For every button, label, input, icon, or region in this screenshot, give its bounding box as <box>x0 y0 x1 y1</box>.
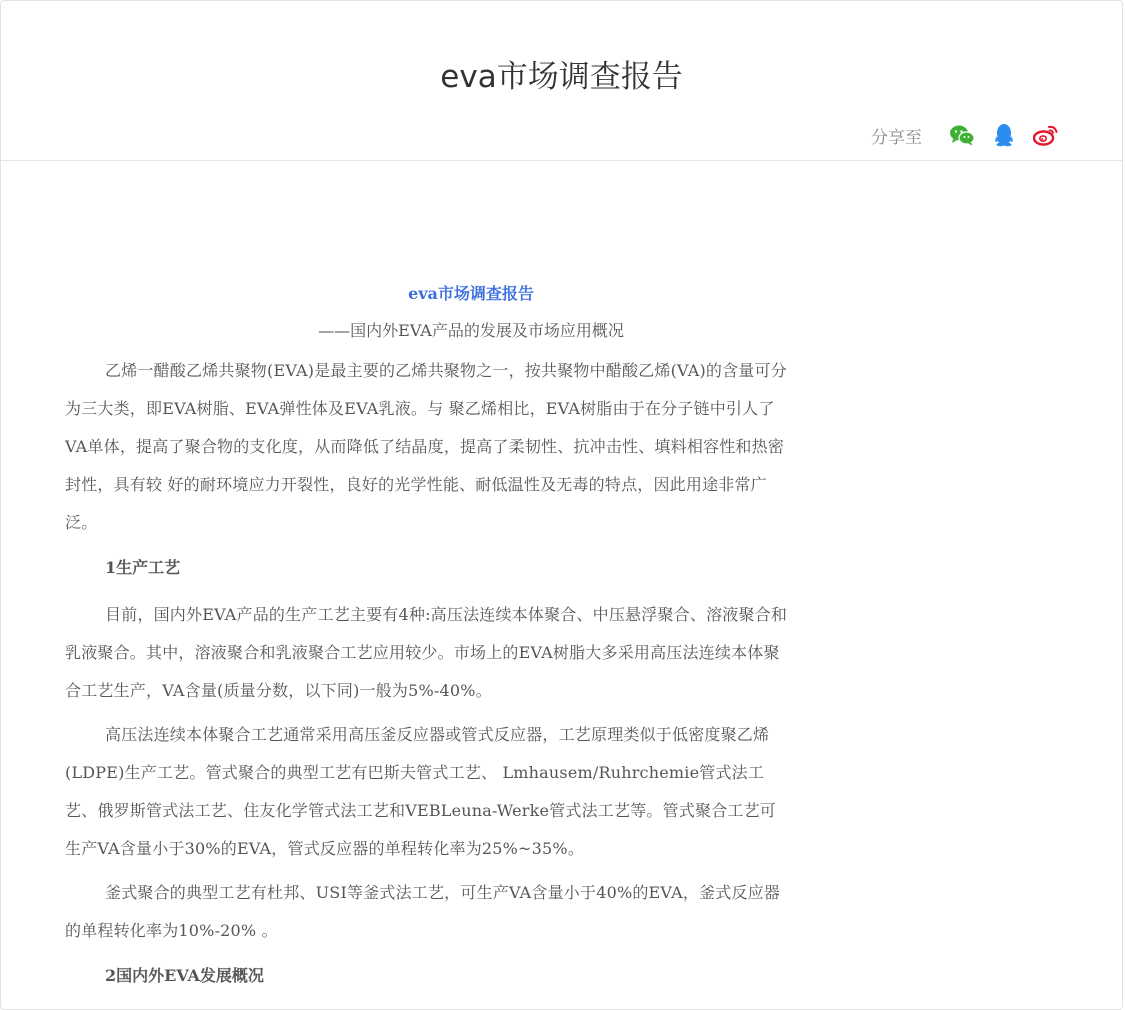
section-heading: 2国内外EVA发展概况 <box>105 966 264 985</box>
article-content <box>65 279 793 1004</box>
wechat-icon[interactable] <box>948 121 976 149</box>
paragraph: 高压法连续本体聚合工艺通常采用高压釜反应器或管式反应器，工艺原理类似于低密度聚乙烯(LDPE)生产工艺。管式聚合的典型工艺有巴斯夫管式工艺、 Lmhausem/Ruhrchemie管式法工艺、俄罗斯管式法工艺、住友化学管式法工艺和VEBLeuna-Werke管式法工艺等。管式聚合工艺可 生产VA含量小于30%的EVA，管式反应器的单程转化率为25%~35%。 <box>65 725 776 858</box>
paragraph: 乙烯一醋酸乙烯共聚物(EVA)是最主要的乙烯共聚物之一，按共聚物中醋酸乙烯(VA)的含量可分为三大类，即EVA树脂、EVA弹性体及EVA乳液。与 聚乙烯相比，EVA树脂由于在分子链中引人了VA单体，提高了聚合物的支化度，从而降低了结晶度，提高了柔韧性、抗冲击性、填料相容性和热密封性，具有较 好的耐环境应力开裂性，良好的光学性能、耐低温性及无毒的特点，因此用途非常广泛。 <box>65 361 787 532</box>
article-title: eva市场调查报告 <box>408 284 534 303</box>
share-label: 分享至 <box>871 127 922 148</box>
section-heading: 1生产工艺 <box>105 558 181 577</box>
paragraph: 釜式聚合的典型工艺有杜邦、USI等釜式法工艺，可生产VA含量小于40%的EVA，釜式反应器的单程转化率为10%-20% 。 <box>65 883 781 940</box>
page-header <box>1 1 1122 161</box>
article-subtitle: ——国内外EVA产品的发展及市场应用概况 <box>318 321 624 340</box>
qq-icon[interactable] <box>990 121 1018 149</box>
share-bar <box>871 120 1060 150</box>
paragraph: 目前，国内外EVA产品的生产工艺主要有4种:高压法连续本体聚合、中压悬浮聚合、溶液聚合和乳液聚合。其中，溶液聚合和乳液聚合工艺应用较少。市场上的EVA树脂大多采用高压法连续本体聚合工艺生产，VA含量(质量分数，以下同)一般为5%-40%。 <box>65 605 788 700</box>
weibo-icon[interactable] <box>1032 121 1060 149</box>
page-title: eva市场调查报告 <box>440 59 683 95</box>
